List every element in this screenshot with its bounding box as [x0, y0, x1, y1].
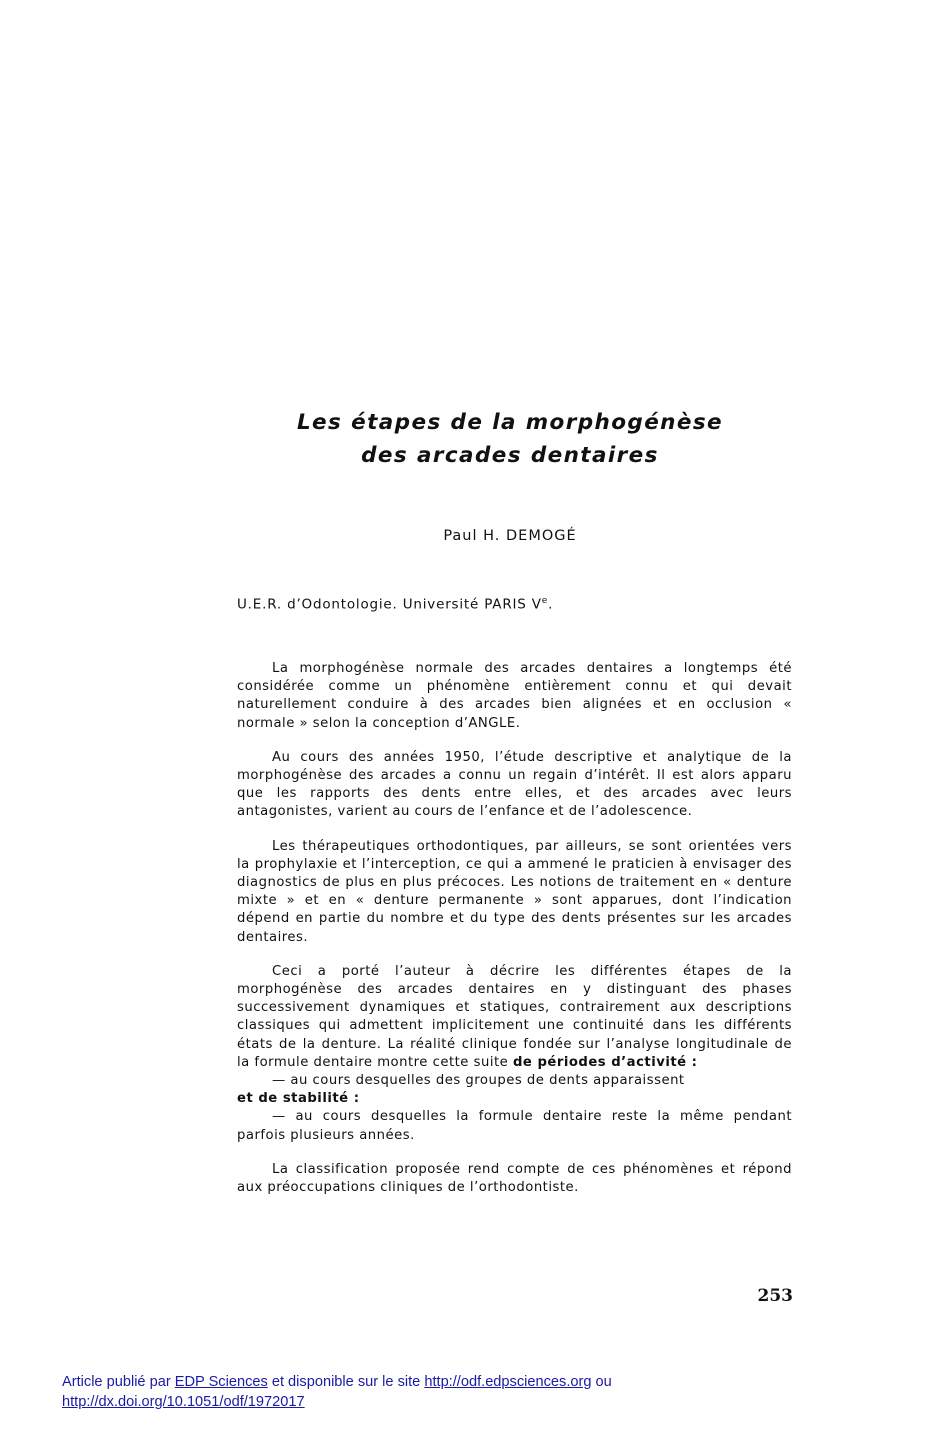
- footer-suffix: ou: [591, 1374, 612, 1390]
- paragraph-4-dash-2: — au cours desquelles la formule dentaire reste la même pendant parfois plusieurs années.: [237, 1109, 792, 1143]
- publisher-link[interactable]: EDP Sciences: [174, 1374, 268, 1390]
- page-number: 253: [757, 1286, 793, 1306]
- paragraph-2: Au cours des années 1950, l’étude descriptive et analytique de la morphogénèse des arcades a connu un regain d’intérêt. Il est alors apparu que les rapports des dents entre elles, et des arcades avec leurs antagonistes, varient au cours de l’enfance et de l’adolescence.: [237, 749, 792, 820]
- paragraph-4-bold-stability-line: [237, 1090, 792, 1108]
- affiliation: [237, 596, 797, 613]
- paragraph-4-bold-stability: et de stabilité :: [237, 1091, 360, 1107]
- article-title: [200, 406, 820, 472]
- site-link[interactable]: http://odf.edpsciences.org: [424, 1374, 592, 1390]
- publication-footer: [62, 1372, 882, 1412]
- paragraph-4-dash-1: — au cours desquelles des groupes de dents apparaissent: [272, 1073, 685, 1089]
- abstract-body: [237, 660, 792, 1213]
- paragraph-4-bold-activity: de périodes d’activité :: [512, 1054, 698, 1070]
- affiliation-superscript: e: [541, 596, 549, 606]
- affiliation-text: U.E.R. d’Odontologie. Université PARIS V: [237, 596, 542, 613]
- author-name: Paul H. DEMOGÉ: [443, 528, 577, 544]
- paragraph-4: [237, 963, 792, 1072]
- paragraph-5: La classification proposée rend compte de ces phénomènes et répond aux préoccupations cliniques de l’orthodontiste.: [237, 1161, 792, 1196]
- footer-middle: et disponible sur le site: [267, 1374, 425, 1390]
- paragraph-3: Les thérapeutiques orthodontiques, par ailleurs, se sont orientées vers la prophylaxie et l’interception, ce qui a ammené le praticien à envisager des diagnostics de plus en plus précoces. Les notions de traitement en « denture mixte » et en « denture permanente » sont apparues, dont l’indication dépend en partie du nombre et du type des dents présentes sur les arcades dentaires.: [237, 838, 792, 945]
- article-title-line-1: Les étapes de la morphogénèse: [296, 410, 724, 435]
- article-title-line-2: des arcades dentaires: [361, 443, 659, 468]
- paragraph-1: La morphogénèse normale des arcades dentaires a longtemps été considérée comme un phénomène entièrement connu et qui devait naturellement conduire à des arcades bien alignées et en occlusion « normale » selon la conception d’ANGLE.: [237, 661, 792, 731]
- doi-link[interactable]: http://dx.doi.org/10.1051/odf/1972017: [62, 1394, 305, 1410]
- paragraph-4-text: Ceci a porté l’auteur à décrire les différentes étapes de la morphogénèse des arcades dentaires en y distinguant des phases successivement dynamiques et statiques, contrairement aux descriptions classiques qui admettent implicitement une continuité dans les différents états de la denture. La réalité clinique fondée sur l’analyse longitudinale de la formule dentaire montre cette suite: [237, 963, 792, 1070]
- affiliation-end: .: [548, 596, 554, 613]
- footer-prefix: Article publié par: [62, 1374, 175, 1390]
